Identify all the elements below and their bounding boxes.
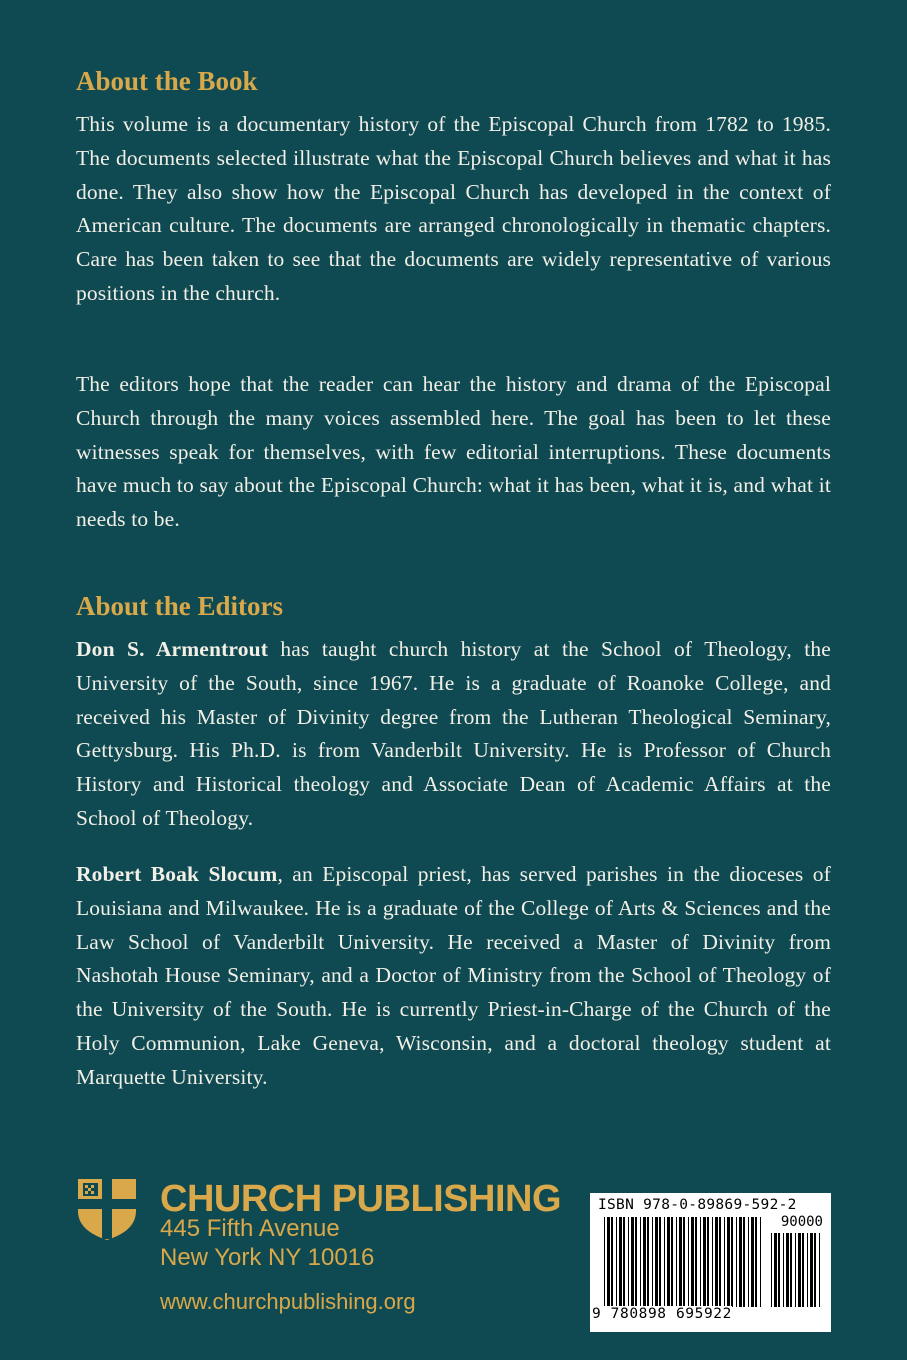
- barcode-bar: [774, 1233, 777, 1307]
- barcode-bar: [676, 1217, 677, 1307]
- publisher-website[interactable]: www.churchpublishing.org: [160, 1289, 416, 1314]
- barcode-bar: [819, 1233, 820, 1307]
- editor-2-name: Robert Boak Slocum: [76, 862, 278, 886]
- barcode-bar: [640, 1217, 641, 1307]
- addon-barcode-bars: [771, 1233, 823, 1319]
- barcode-bar: [739, 1217, 742, 1307]
- barcode-bar: [628, 1217, 629, 1307]
- publisher-name: CHURCH PUBLISHING: [160, 1178, 562, 1220]
- editor-1-name: Don S. Armentrout: [76, 637, 269, 661]
- barcode-bar: [731, 1217, 733, 1307]
- about-book-heading: About the Book: [76, 66, 258, 96]
- isbn-barcode: [590, 1193, 831, 1332]
- about-book-paragraph-1: This volume is a documentary history of the Episcopal Church from 1782 to 1985. The documents selected illustrate what the Episcopal Church believes and what it has done. They also show how the Episcopal Church has developed in the context of American culture. The documents are arranged chronologically in thematic chapters. Care has been taken to see that the documents are widely representative of various positions in the church.: [76, 112, 831, 305]
- about-editors-heading: About the Editors: [76, 591, 284, 621]
- barcode-bar: [619, 1217, 622, 1307]
- barcode-bar: [679, 1217, 682, 1307]
- barcode-bar: [802, 1233, 804, 1307]
- barcode-bar: [755, 1217, 757, 1307]
- ean-number: 9 780898 695922: [592, 1306, 732, 1322]
- barcode-bar: [712, 1217, 713, 1307]
- publisher-address-line-2: New York NY 10016: [160, 1244, 375, 1271]
- barcode-bar: [798, 1233, 801, 1307]
- barcode-bar: [611, 1217, 613, 1307]
- barcode-bar: [635, 1217, 637, 1307]
- barcode-bar: [736, 1217, 737, 1307]
- about-book-paragraph-2: The editors hope that the reader can hear the history and drama of the Episcopal Church through the many voices assembled here. The goal has been to let these witnesses speak for themselves, with few editorial interruptions. These documents have much to say about the Episcopal Church: what it has been, what it is, and what it needs to be.: [76, 372, 831, 532]
- barcode-bar: [688, 1217, 689, 1307]
- barcode-bar: [683, 1217, 685, 1307]
- barcode-bar: [671, 1217, 673, 1307]
- barcode-bar: [616, 1217, 617, 1307]
- barcode-bar: [778, 1233, 780, 1307]
- barcode-bar: [631, 1217, 634, 1307]
- barcode-bar: [719, 1217, 721, 1319]
- barcode-bar: [707, 1217, 709, 1307]
- barcode-bar: [667, 1217, 670, 1307]
- barcode-bar: [783, 1233, 784, 1307]
- ean-barcode-bars: [604, 1217, 764, 1319]
- episcopal-shield-icon: [76, 1177, 138, 1241]
- barcode-bar: [807, 1233, 808, 1307]
- price-addon-code: 90000: [780, 1214, 823, 1230]
- barcode-bar: [647, 1217, 649, 1307]
- barcode-bar: [607, 1217, 610, 1319]
- editor-1-bio: [76, 633, 831, 836]
- barcode-bar: [715, 1217, 718, 1307]
- isbn-number: ISBN 978-0-89869-592-2: [598, 1197, 797, 1213]
- barcode-bar: [795, 1233, 796, 1307]
- barcode-bar: [695, 1217, 697, 1307]
- barcode-bar: [727, 1217, 730, 1307]
- barcode-bar: [760, 1217, 761, 1307]
- barcode-bar: [810, 1233, 813, 1307]
- publisher-address-line-1: 445 Fifth Avenue: [160, 1215, 340, 1242]
- barcode-bar: [814, 1233, 816, 1307]
- barcode-bar: [786, 1233, 789, 1307]
- barcode-bar: [652, 1217, 653, 1307]
- barcode-bar: [724, 1217, 725, 1319]
- editor-1-bio-text: has taught church history at the School of Theology, the University of the South, since 1967. He is a graduate of Roanoke College, and received his Master of Divinity degree from the Lutheran Theological Seminary, Gettysburg. His Ph.D. is from Vanderbilt University. He is Professor of Church History and Historical theology and Associate Dean of Academic Affairs at the School of Theology.: [76, 637, 832, 830]
- barcode-bar: [771, 1233, 772, 1307]
- barcode-bar: [604, 1217, 605, 1319]
- barcode-bar: [743, 1217, 745, 1307]
- barcode-bar: [643, 1217, 646, 1307]
- barcode-bar: [691, 1217, 694, 1307]
- barcode-bar: [700, 1217, 701, 1307]
- editor-2-bio: [76, 858, 831, 1095]
- barcode-bar: [703, 1217, 706, 1307]
- barcode-bar: [751, 1217, 754, 1307]
- barcode-bar: [790, 1233, 792, 1307]
- barcode-bar: [655, 1217, 658, 1307]
- barcode-bar: [623, 1217, 625, 1307]
- barcode-bar: [659, 1217, 661, 1307]
- barcode-bar: [664, 1217, 665, 1307]
- editor-2-bio-text: , an Episcopal priest, has served parishes in the dioceses of Louisiana and Milwaukee. He is a graduate of the College of Arts & Sciences and the Law School of Vanderbilt University. He received a Master of Divinity from Nashotah House Seminary, and a Doctor of Ministry from the School of Theology of the University of the South. He is currently Priest-in-Charge of the Church of the Holy Communion, Lake Geneva, Wisconsin, and a doctoral theology student at Marquette University.: [76, 862, 831, 1089]
- barcode-bar: [748, 1217, 749, 1307]
